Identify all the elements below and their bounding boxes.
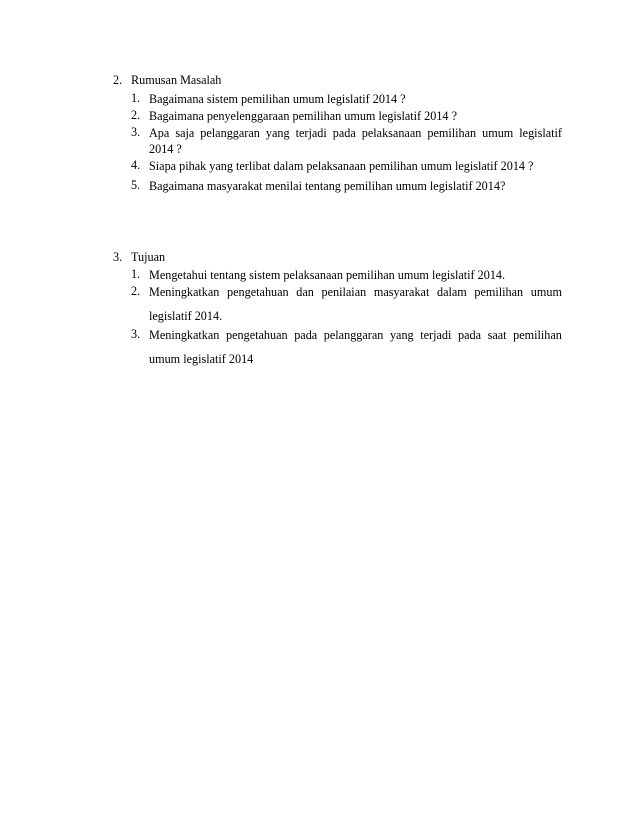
list-item-number: 1.: [131, 267, 141, 281]
list-item-line: Siapa pihak yang terlibat dalam pelaksanaan pemilihan umum legislatif 2014 ?: [149, 159, 534, 173]
justified-word: pelanggaran: [200, 126, 260, 140]
justified-word: pemilihan: [427, 126, 477, 140]
list-item-text: [149, 108, 562, 124]
justified-word: Apa: [149, 126, 170, 140]
justified-word: umum: [530, 285, 562, 299]
justified-word: saat: [487, 328, 507, 342]
section-title: Tujuan: [131, 250, 166, 264]
list-item-line: [149, 125, 562, 141]
justified-word: pemilihan: [513, 328, 562, 342]
justified-word: pemilihan: [474, 285, 524, 299]
section-number: 3.: [113, 250, 123, 264]
justified-word: pengetahuan: [227, 285, 289, 299]
list-item-line: umum legislatif 2014: [149, 352, 254, 366]
list-item-number: 3.: [131, 327, 141, 341]
list-item-text: [149, 158, 562, 174]
list-item-text: [149, 284, 562, 324]
list-item-number: 5.: [131, 178, 141, 192]
justified-word: Meningkatkan: [149, 328, 220, 342]
justified-word: pelanggaran: [323, 328, 384, 342]
list-item-number: 3.: [131, 125, 141, 139]
list-item-line: 2014 ?: [149, 142, 182, 156]
list-item-number: 4.: [131, 158, 141, 172]
justified-word: pada: [457, 328, 481, 342]
justified-word: yang: [265, 126, 290, 140]
list-item-number: 2.: [131, 108, 141, 122]
justified-word: saja: [175, 126, 195, 140]
list-item-line: Mengetahui tentang sistem pelaksanaan pemilihan umum legislatif 2014.: [149, 268, 506, 282]
justified-word: pada: [294, 328, 318, 342]
justified-word: pengetahuan: [226, 328, 288, 342]
list-item-line: [149, 327, 562, 343]
list-item-number: 1.: [131, 91, 141, 105]
justified-word: pada: [332, 126, 356, 140]
justified-word: pelaksanaan: [361, 126, 422, 140]
list-item-text: [149, 125, 562, 157]
justified-word: Meningkatkan: [149, 285, 220, 299]
justified-word: masyarakat: [373, 285, 430, 299]
justified-word: yang: [389, 328, 414, 342]
justified-word: penilaian: [321, 285, 367, 299]
section-number: 2.: [113, 73, 123, 87]
list-item-number: 2.: [131, 284, 141, 298]
justified-word: dalam: [436, 285, 467, 299]
list-item-text: [149, 178, 562, 194]
list-item-text: [149, 327, 562, 367]
list-item-line: Bagaimana penyelenggaraan pemilihan umum legislatif 2014 ?: [149, 109, 457, 123]
section-title: Rumusan Masalah: [131, 73, 222, 87]
justified-word: dan: [296, 285, 314, 299]
list-item-line: Bagaimana masyarakat menilai tentang pemilihan umum legislatif 2014?: [149, 179, 506, 193]
justified-word: legislatif: [519, 126, 562, 140]
list-item-text: [149, 267, 562, 283]
justified-word: terjadi: [295, 126, 327, 140]
list-item-text: [149, 91, 562, 107]
list-item-line: Bagaimana sistem pemilihan umum legislatif 2014 ?: [149, 92, 406, 106]
list-item-line: [149, 284, 562, 300]
justified-word: terjadi: [420, 328, 452, 342]
list-item-line: legislatif 2014.: [149, 309, 223, 323]
justified-word: umum: [482, 126, 514, 140]
